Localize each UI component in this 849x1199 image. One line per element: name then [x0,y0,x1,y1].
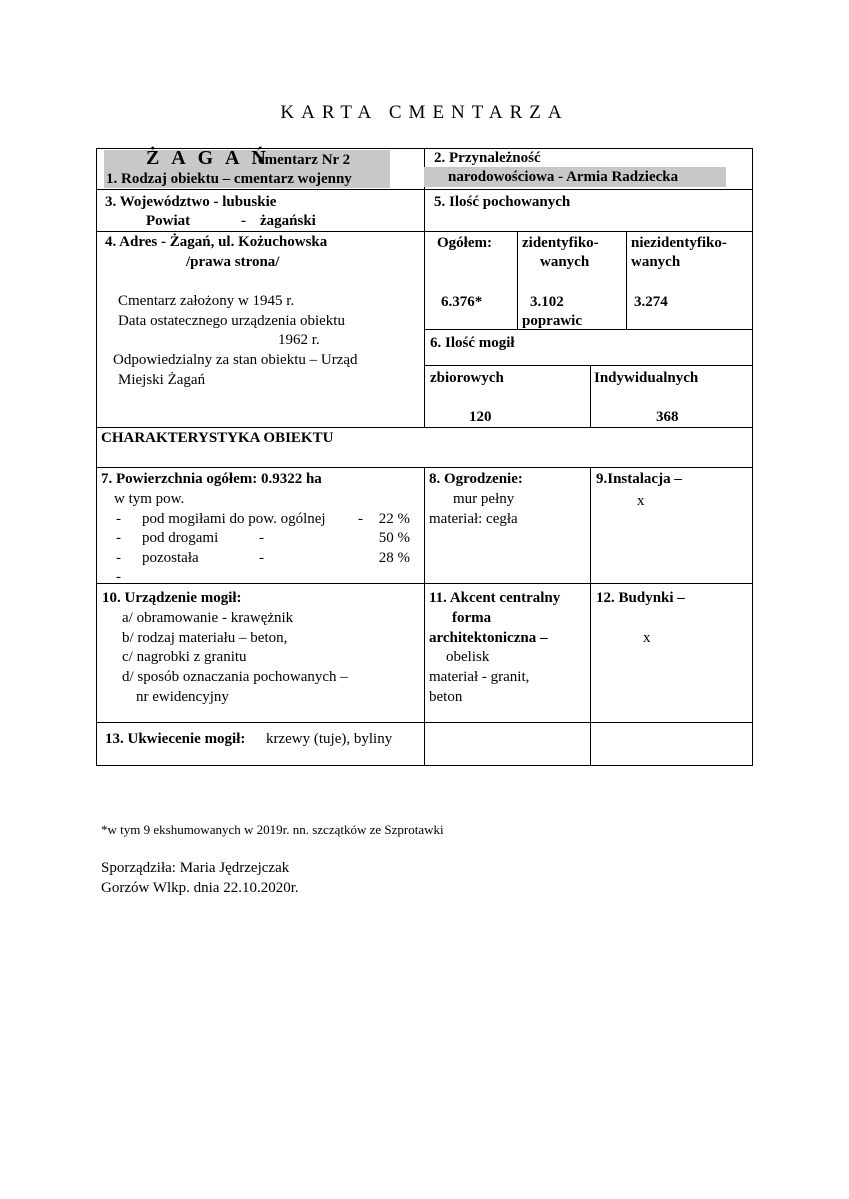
flowering-value: krzewy (tuje), byliny [266,731,393,747]
responsible-text-2: Miejski Żagań [118,372,206,388]
characteristics-heading: CHARAKTERYSTYKA OBIEKTU [101,430,334,446]
last-arranged-text: Data ostatecznego urządzenia obiektu [118,313,345,329]
page-title: KARTA CMENTARZA [280,102,569,123]
area-row-sep: - [358,511,363,527]
graves-arrangement-item: nr ewidencyjny [136,689,229,705]
identified-header: zidentyfiko- [522,235,599,251]
table-border-left [96,148,97,766]
row-divider [424,365,753,366]
col-divider [590,467,591,766]
collective-header: zbiorowych [430,370,504,386]
unidentified-header-2: wanych [631,254,681,270]
graves-arrangement-item: d/ sposób oznaczania pochowanych – [122,669,348,685]
buildings-value: x [643,630,651,646]
founded-text: Cmentarz założony w 1945 r. [118,293,295,309]
total-value: 6.376* [441,294,483,310]
area-row-value: 28 % [378,550,410,566]
central-accent-title-2: forma [452,610,492,626]
address-side: /prawa strona/ [186,254,280,270]
flowering-title: 13. Ukwiecenie mogił: [105,731,246,747]
fence-material: materiał: cegła [429,511,518,527]
place-date: Gorzów Wlkp. dnia 22.10.2020r. [101,880,299,896]
central-accent-title-3: architektoniczna – [429,630,548,646]
individual-header: Indywidualnych [594,370,699,386]
footnote: *w tym 9 ekshumowanych w 2019r. nn. szczątków ze Szprotawki [101,822,444,837]
col-divider [590,365,591,428]
graves-arrangement-item: a/ obramowanie - krawężnik [122,610,294,626]
area-sub: w tym pow. [114,491,185,507]
graves-count-title: 6. Ilość mogił [430,335,515,351]
col-divider [424,467,425,766]
identified-header-2: wanych [540,254,590,270]
row-divider [424,329,753,330]
area-row-label: pod drogami [142,530,219,546]
table-border-right [752,148,753,766]
district-value: żagański [260,213,316,229]
col-divider [424,148,425,428]
fence-type: mur pełny [453,491,515,507]
total-header: Ogółem: [437,235,492,251]
district-dash: - [241,213,246,229]
central-accent-material-2: beton [429,689,463,705]
voivodeship: 3. Województwo - lubuskie [105,194,277,210]
area-row-dash: - [116,550,121,566]
area-total: 7. Powierzchnia ogółem: 0.9322 ha [101,471,322,487]
col-divider [626,231,627,330]
central-accent-form: obelisk [446,649,490,665]
area-row-label: pozostała [142,550,199,566]
individual-value: 368 [656,409,679,425]
author: Sporządziła: Maria Jędrzejczak [101,860,290,876]
fence-title: 8. Ogrodzenie: [429,471,523,487]
graves-arrangement-item: b/ rodzaj materiału – beton, [122,630,288,646]
district-label: Powiat [146,213,191,229]
installation-value: x [637,493,645,509]
place-name: Ż A G A Ń [146,147,270,169]
address: 4. Adres - Żagań, ul. Kożuchowska [105,234,328,250]
area-row-sep: - [259,550,264,566]
area-row-sep: - [259,530,264,546]
responsible-text: Odpowiedzialny za stan obiektu – Urząd [113,352,358,368]
central-accent-material: materiał - granit, [429,669,530,685]
identified-value: 3.102 [530,294,564,310]
graves-arrangement-title: 10. Urządzenie mogił: [102,590,242,606]
area-trailing-dash: - [116,569,121,585]
area-row-dash: - [116,511,121,527]
area-row-value: 50 % [378,530,410,546]
central-accent-title: 11. Akcent centralny [429,590,561,606]
graves-arrangement-item: c/ nagrobki z granitu [122,649,247,665]
buried-count-title: 5. Ilość pochowanych [434,194,571,210]
affiliation-label: 2. Przynależność [434,150,541,166]
area-row-value: 22 % [378,511,410,527]
unidentified-value: 3.274 [634,294,668,310]
col-divider [517,231,518,330]
cemetery-number: cmentarz Nr 2 [258,152,351,168]
installation-title: 9.Instalacja – [596,471,682,487]
object-type: 1. Rodzaj obiektu – cmentarz wojenny [106,171,352,187]
buildings-title: 12. Budynki – [596,590,685,606]
affiliation-value: narodowościowa - Armia Radziecka [448,169,679,185]
area-row-label: pod mogiłami do pow. ogólnej [142,511,326,527]
area-row-dash: - [116,530,121,546]
last-arranged-year: 1962 r. [278,332,320,348]
unidentified-header: niezidentyfiko- [631,235,727,251]
collective-value: 120 [469,409,492,425]
identified-note: poprawic [522,313,582,329]
